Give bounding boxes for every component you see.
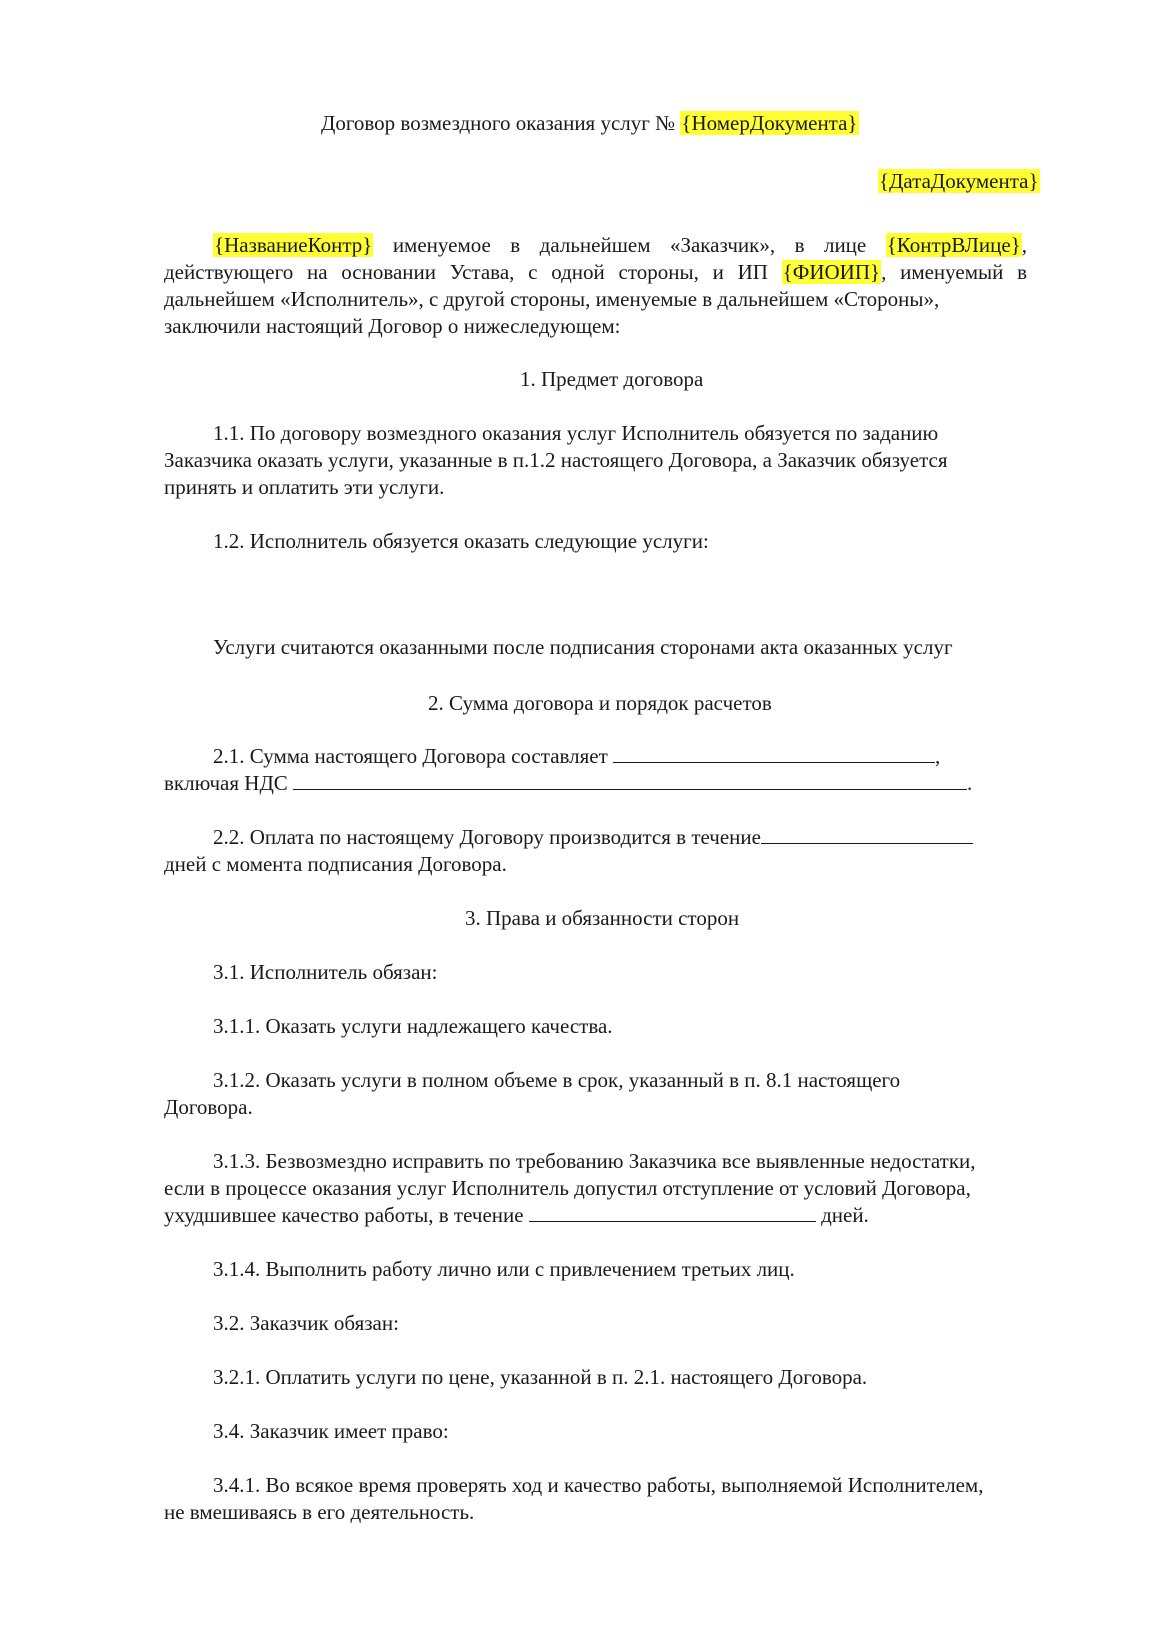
clause-3-1-2-line-2: Договора.	[164, 1095, 253, 1119]
clause-2-2-line-2: дней с момента подписания Договора.	[164, 852, 507, 876]
clause-3-1-3-line-1: 3.1.3. Безвозмездно исправить по требованию Заказчика все выявленные недостатки,	[213, 1149, 976, 1173]
preamble-line-2: действующего на основании Устава, с одной стороны, и ИП {ФИОИП}, именуемый в	[164, 260, 1028, 284]
section-3-heading: 3. Права и обязанности сторон	[465, 906, 740, 930]
clause-3-1-3-line-3: ухудшившее качество работы, в течение дней.	[164, 1203, 869, 1227]
clause-1-2: 1.2. Исполнитель обязуется оказать следующие услуги:	[213, 529, 709, 553]
clause-2-1-line-2: включая НДС .	[164, 771, 973, 795]
clause-3-2-1: 3.2.1. Оплатить услуги по цене, указанной в п. 2.1. настоящего Договора.	[213, 1365, 868, 1389]
clause-3-1: 3.1. Исполнитель обязан:	[213, 960, 438, 984]
customer-representative-field: {КонтрВЛице}	[886, 233, 1021, 257]
section-1-heading: 1. Предмет договора	[520, 367, 704, 391]
contract-sum-blank[interactable]	[613, 744, 935, 763]
vat-blank[interactable]	[293, 771, 967, 790]
preamble-line-1: {НазваниеКонтр} именуемое в дальнейшем «Заказчик», в лице {КонтрВЛице},	[214, 233, 1028, 257]
defect-fix-days-blank[interactable]	[529, 1203, 816, 1222]
clause-3-1-4: 3.1.4. Выполнить работу лично или с привлечением третьих лиц.	[213, 1257, 795, 1281]
customer-name-field: {НазваниеКонтр}	[214, 233, 373, 257]
document-title: Договор возмездного оказания услуг № {НомерДокумента}	[321, 111, 858, 135]
section-2-heading: 2. Сумма договора и порядок расчетов	[428, 691, 772, 715]
preamble-line-3: дальнейшем «Исполнитель», с другой стороны, именуемые в дальнейшем «Стороны»,	[164, 287, 940, 311]
clause-2-2-line-1: 2.2. Оплата по настоящему Договору производится в течение	[213, 824, 973, 850]
clause-3-1-1: 3.1.1. Оказать услуги надлежащего качества.	[213, 1014, 613, 1038]
clause-1-1-line-3: принять и оплатить эти услуги.	[164, 475, 445, 499]
clause-3-4: 3.4. Заказчик имеет право:	[213, 1419, 449, 1443]
document-date-field: {ДатаДокумента}	[879, 169, 1039, 193]
clause-3-2: 3.2. Заказчик обязан:	[213, 1311, 399, 1335]
payment-days-blank[interactable]	[761, 825, 973, 844]
clause-1-1-line-2: Заказчика оказать услуги, указанные в п.1.2 настоящего Договора, а Заказчик обязуется	[164, 448, 948, 472]
document-number-field: {НомерДокумента}	[681, 111, 858, 135]
clause-3-1-3-line-2: если в процессе оказания услуг Исполнитель допустил отступление от условий Договора,	[164, 1176, 971, 1200]
clause-3-4-1-line-1: 3.4.1. Во всякое время проверять ход и качество работы, выполняемой Исполнителем,	[213, 1473, 984, 1497]
services-completion-text: Услуги считаются оказанными после подписания сторонами акта оказанных услуг	[213, 635, 953, 659]
ip-name-field: {ФИОИП}	[782, 260, 881, 284]
clause-3-4-1-line-2: не вмешиваясь в его деятельность.	[164, 1500, 475, 1524]
clause-1-1-line-1: 1.1. По договору возмездного оказания услуг Исполнитель обязуется по заданию	[213, 421, 939, 445]
clause-3-1-2-line-1: 3.1.2. Оказать услуги в полном объеме в срок, указанный в п. 8.1 настоящего	[213, 1068, 901, 1092]
preamble-line-4: заключили настоящий Договор о нижеследующем:	[164, 314, 621, 338]
clause-2-1-line-1: 2.1. Сумма настоящего Договора составляет ,	[213, 744, 941, 768]
